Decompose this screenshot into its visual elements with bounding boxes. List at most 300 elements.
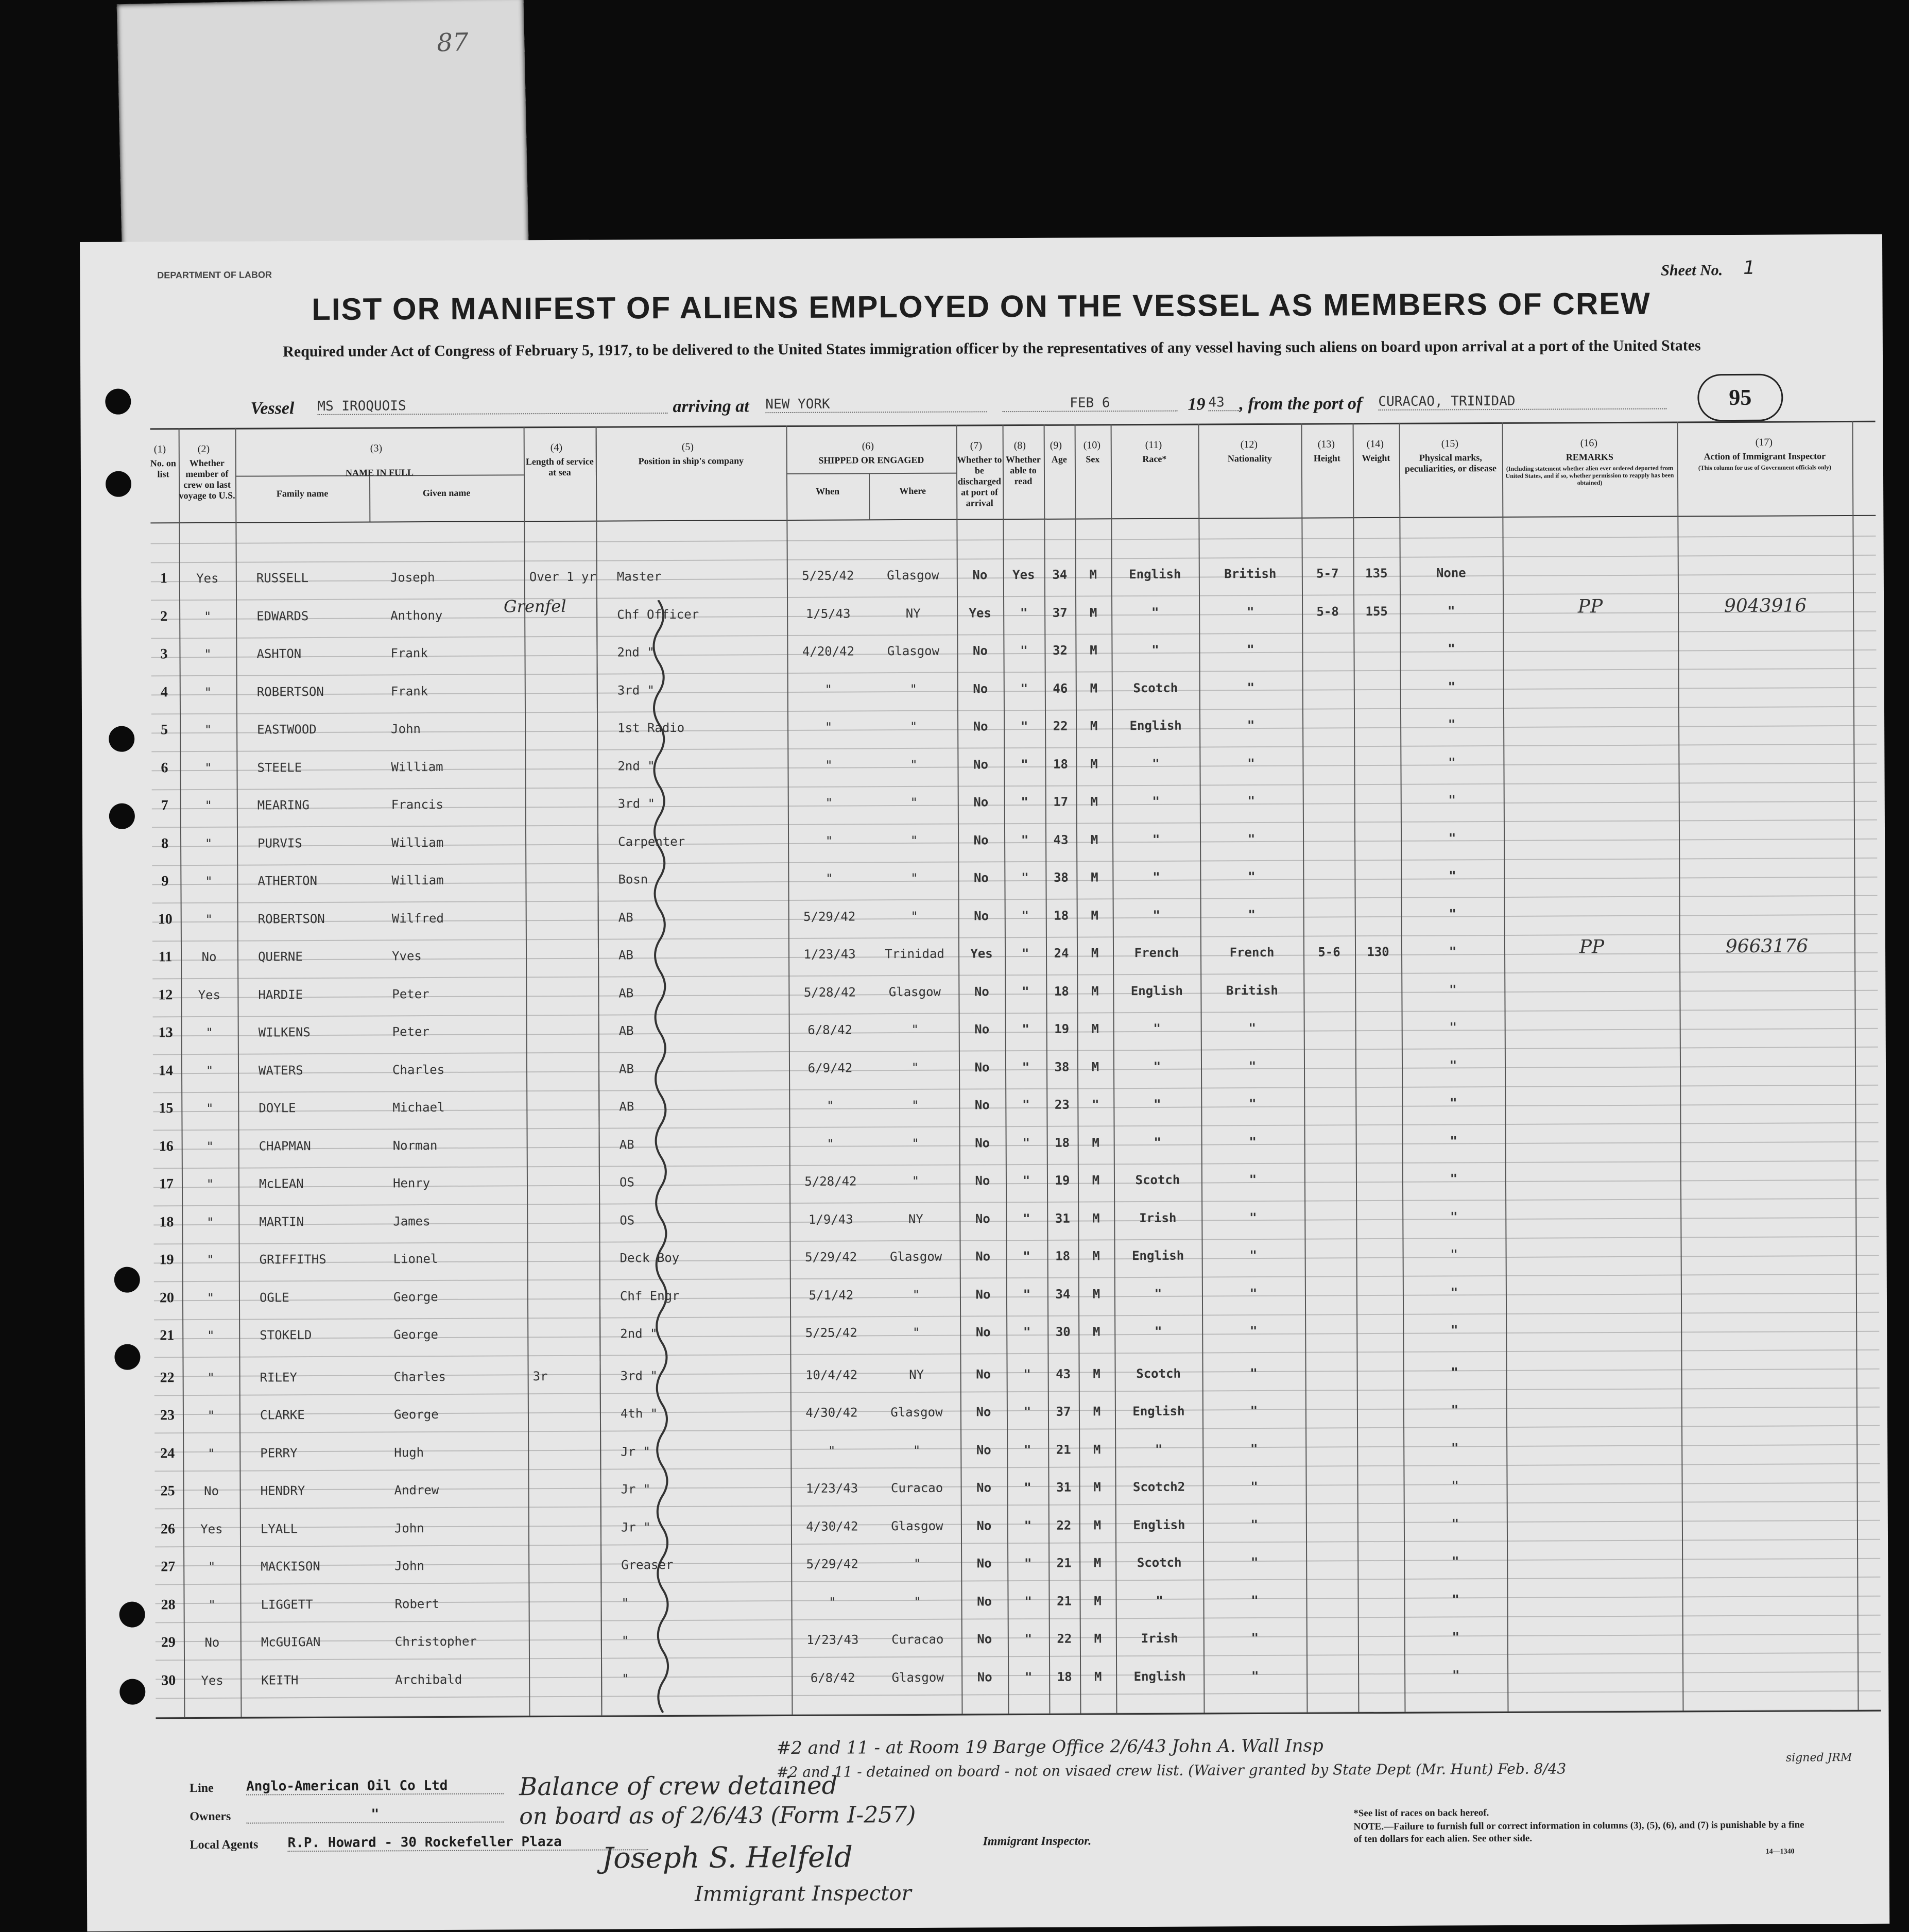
cell-where: " <box>910 757 918 772</box>
punch-hole <box>119 1601 145 1627</box>
cell-disch: No <box>977 1594 992 1609</box>
cell-nat: British <box>1226 983 1278 998</box>
cell-nat: " <box>1250 1365 1258 1380</box>
agents-value: R.P. Howard - 30 Rockefeller Plaza <box>288 1834 648 1852</box>
column-header-weight: Weight <box>1362 452 1390 464</box>
balance-note-1: Balance of crew detained <box>519 1771 838 1802</box>
cell-race: English <box>1132 1404 1185 1419</box>
row-number: 2 <box>160 608 168 624</box>
cell-given: Frank <box>390 683 428 698</box>
ruling-line <box>154 1425 1880 1434</box>
races-note: *See list of races on back hereof. <box>1353 1807 1489 1819</box>
column-header-height: Height <box>1313 453 1340 464</box>
cell-when: " <box>825 871 833 886</box>
row-number: 11 <box>158 949 173 965</box>
ruling-line <box>154 1349 1879 1358</box>
cell-nat: " <box>1251 1631 1259 1646</box>
cell-disch: No <box>973 832 989 847</box>
cell-race: " <box>1153 908 1160 922</box>
cell-family: McGUIGAN <box>261 1634 321 1650</box>
cell-age: 23 <box>1054 1097 1070 1112</box>
cell-marks: " <box>1448 679 1456 694</box>
cell-disch: No <box>975 1249 991 1264</box>
from-port-value: CURACAO, TRINIDAD <box>1378 393 1666 411</box>
manifest-title: LIST OR MANIFEST OF ALIENS EMPLOYED ON THE VESSEL AS MEMBERS OF CREW <box>312 286 1651 327</box>
cell-age: 37 <box>1056 1404 1071 1419</box>
punch-hole <box>119 1679 145 1704</box>
cell-family: DOYLE <box>259 1101 296 1116</box>
cell-prev: " <box>205 874 213 888</box>
cell-given: Hugh <box>394 1445 424 1460</box>
cell-prev: " <box>203 609 212 624</box>
cell-marks: " <box>1451 1554 1459 1569</box>
cell-disch: No <box>976 1405 991 1420</box>
cell-disch: No <box>974 1059 990 1074</box>
ruling-line <box>153 1122 1879 1131</box>
cell-family: STOKELD <box>260 1328 312 1343</box>
cell-read: " <box>1021 794 1029 810</box>
handwritten-note-1: #2 and 11 - at Room 19 Barge Office 2/6/43 John A. Wall Insp <box>776 1735 1323 1759</box>
cell-nat: " <box>1250 1517 1259 1532</box>
cell-when: 10/4/42 <box>805 1367 858 1382</box>
cell-where: " <box>911 1060 919 1075</box>
cell-when: 1/9/43 <box>808 1211 853 1227</box>
cell-prev: " <box>204 836 213 851</box>
cell-prev: " <box>204 685 212 699</box>
cell-read: " <box>1022 984 1029 999</box>
cell-family: HENDRY <box>260 1483 305 1498</box>
cell-where: " <box>910 795 918 810</box>
cell-given: George <box>393 1327 439 1342</box>
ruling-line <box>151 536 1876 544</box>
cell-sex: M <box>1092 1135 1099 1150</box>
cell-family: McLEAN <box>259 1176 304 1191</box>
cell-marks: " <box>1448 717 1456 732</box>
row-number: 10 <box>158 911 173 927</box>
cell-where: NY <box>905 606 921 621</box>
cell-nat: " <box>1250 1555 1259 1570</box>
column-header-disch: Whether to be discharged at port of arrival <box>957 454 1002 508</box>
cell-age: 18 <box>1055 1135 1070 1150</box>
cell-marks: " <box>1450 1285 1458 1300</box>
balance-note-2: on board as of 2/6/43 (Form I-257) <box>519 1801 916 1830</box>
cell-position: OS <box>619 1175 634 1190</box>
cell-family: ROBERTSON <box>256 684 324 699</box>
row-number: 29 <box>161 1634 176 1651</box>
row-number: 18 <box>159 1213 174 1230</box>
manifest-subtitle: Required under Act of Congress of February 5, 1917, to be delivered to the United States immigration officer by the representatives of any vessel having such aliens on board upon arrival at a port of the United States <box>283 337 1701 361</box>
cell-marks: " <box>1450 1209 1458 1224</box>
cell-disch: No <box>973 757 988 772</box>
cell-position: AB <box>618 948 634 963</box>
cell-given: Archibald <box>395 1672 462 1687</box>
cell-sex: M <box>1093 1480 1101 1495</box>
cell-where: " <box>911 1098 919 1113</box>
cell-family: MACKISON <box>261 1559 320 1574</box>
cell-family: QUERNE <box>257 949 303 964</box>
cell-family: CHAPMAN <box>259 1138 311 1153</box>
punch-hole <box>109 726 134 752</box>
cell-prev: " <box>204 760 212 775</box>
vessel-value: MS IROQUOIS <box>317 397 667 415</box>
cell-age: 22 <box>1056 1518 1072 1533</box>
cell-nat: " <box>1250 1404 1258 1418</box>
cell-sex: M <box>1092 1249 1100 1263</box>
cell-race: " <box>1152 832 1160 847</box>
cell-where: " <box>910 909 919 924</box>
column-header-read: Whether able to read <box>1005 454 1041 487</box>
cell-height: 5-7 <box>1316 566 1339 581</box>
cell-disch: No <box>974 1098 990 1113</box>
row-number: 30 <box>161 1672 176 1688</box>
page-number-circle: 95 <box>1697 374 1783 422</box>
cell-read: " <box>1021 908 1029 923</box>
cell-race: Scotch <box>1135 1172 1180 1188</box>
cell-where: Curacao <box>891 1632 944 1647</box>
cell-given: James <box>393 1213 431 1228</box>
cell-marks: " <box>1448 755 1456 770</box>
cell-when: 5/29/42 <box>803 909 856 924</box>
ruling-line <box>155 1539 1880 1548</box>
column-number: (9) <box>1050 439 1062 451</box>
header-bottom-rule <box>150 515 1876 524</box>
cell-when: 1/23/43 <box>806 1632 859 1647</box>
ruling-line <box>151 555 1876 563</box>
cell-prev: No <box>201 949 217 964</box>
cell-position: " <box>621 1595 629 1610</box>
cell-when: 5/25/42 <box>805 1325 857 1340</box>
cell-disch: No <box>976 1518 992 1533</box>
row-number: 25 <box>160 1483 175 1499</box>
cell-race: " <box>1152 794 1160 809</box>
column-header-no: No. on list <box>150 458 176 480</box>
cell-sex: M <box>1092 1324 1100 1339</box>
cell-position: 2nd " <box>617 645 655 660</box>
cell-marks: None <box>1436 566 1466 580</box>
cell-marks: " <box>1449 906 1456 921</box>
from-port-label: , from the port of <box>1239 394 1363 414</box>
cell-race: " <box>1153 1021 1161 1036</box>
cell-sex: M <box>1091 870 1098 885</box>
ruling-line <box>155 1577 1880 1585</box>
cell-when: 6/8/42 <box>810 1670 855 1685</box>
cell-age: 17 <box>1053 794 1069 809</box>
row-number: 12 <box>158 986 173 1003</box>
ruling-line <box>152 858 1877 866</box>
cell-sex: M <box>1090 832 1098 847</box>
cell-position: 3rd " <box>617 796 656 811</box>
cell-read: " <box>1022 1173 1030 1188</box>
column-header-race: Race* <box>1142 453 1167 465</box>
cell-race: Irish <box>1139 1210 1177 1225</box>
cell-disch: No <box>976 1366 991 1381</box>
punch-hole <box>114 1267 140 1293</box>
cell-marks: " <box>1448 830 1456 845</box>
column-number: (15) <box>1441 438 1459 450</box>
cell-position: Jr " <box>621 1519 651 1534</box>
row-number: 3 <box>160 646 168 662</box>
cell-prev: " <box>207 1446 215 1461</box>
cell-race: " <box>1151 605 1159 620</box>
cell-prev: " <box>205 1025 213 1040</box>
cell-nat: " <box>1248 1021 1256 1036</box>
owners-value: " <box>246 1806 504 1823</box>
ruling-line <box>155 1501 1880 1510</box>
cell-age: 37 <box>1052 605 1068 620</box>
cell-read: Yes <box>1012 567 1035 583</box>
cell-read: " <box>1022 1211 1030 1226</box>
ruling-line <box>151 744 1877 753</box>
cell-given: Andrew <box>394 1482 439 1498</box>
cell-where: Glasgow <box>889 1249 942 1264</box>
row-number: 17 <box>159 1176 174 1192</box>
line-value: Anglo-American Oil Co Ltd <box>246 1777 504 1795</box>
cell-marks: " <box>1451 1478 1459 1493</box>
cell-given: Michael <box>392 1100 445 1115</box>
cell-read: " <box>1023 1404 1031 1420</box>
cell-service: 3r <box>532 1369 548 1383</box>
cell-position: Bosn <box>618 872 648 887</box>
column-number: (14) <box>1366 438 1384 450</box>
column-subheader: Family name <box>276 488 329 499</box>
cell-disch: No <box>975 1135 990 1150</box>
cell-when: 4/20/42 <box>802 644 855 659</box>
cell-marks: " <box>1448 641 1455 656</box>
cell-marks: " <box>1451 1364 1458 1379</box>
cell-disch: No <box>975 1287 991 1302</box>
cell-given: Henry <box>392 1176 431 1191</box>
cell-race: " <box>1151 642 1159 657</box>
cell-race: Scotch <box>1133 680 1178 695</box>
cell-family: OGLE <box>259 1290 289 1305</box>
cell-disch: No <box>973 795 989 810</box>
cell-where: " <box>911 1136 919 1151</box>
cell-prev: Yes <box>198 987 221 1002</box>
cell-nat: " <box>1249 1248 1257 1263</box>
cell-age: 34 <box>1055 1287 1071 1302</box>
cell-race: English <box>1129 567 1181 582</box>
column-number: (17) <box>1755 436 1773 448</box>
cell-where: Glasgow <box>891 1670 944 1685</box>
cell-prev: Yes <box>201 1673 223 1688</box>
cell-sex: M <box>1093 1366 1100 1381</box>
punch-hole <box>109 803 135 829</box>
inspector-signature: Joseph S. Helfeld <box>601 1840 853 1875</box>
cell-position: AB <box>618 985 634 1000</box>
cell-read: " <box>1023 1249 1030 1264</box>
ruling-line <box>151 706 1877 715</box>
cell-prev: " <box>205 912 213 927</box>
cell-position: AB <box>618 1023 634 1038</box>
ruling-line <box>153 1009 1878 1018</box>
cell-given: Wilfred <box>391 911 444 926</box>
cell-given: John <box>391 722 421 737</box>
cell-nat: British <box>1224 566 1277 582</box>
row-number: 4 <box>160 683 168 700</box>
row-number: 22 <box>160 1369 175 1386</box>
punch-hole <box>114 1344 140 1370</box>
cell-remarks: PP <box>1577 595 1603 617</box>
cell-given: William <box>391 759 443 774</box>
cell-position: AB <box>619 1099 634 1114</box>
cell-race: " <box>1154 1324 1162 1339</box>
cell-when: " <box>828 1443 836 1458</box>
cell-disch: No <box>973 870 989 885</box>
cell-read: " <box>1024 1669 1033 1684</box>
ruling-line <box>153 1085 1878 1093</box>
cell-family: STEELE <box>257 760 302 775</box>
column-number: (5) <box>681 441 694 453</box>
cell-where: " <box>911 1022 919 1037</box>
cell-disch: No <box>972 643 988 658</box>
ruling-line <box>152 895 1878 904</box>
cell-weight: 130 <box>1367 944 1389 960</box>
cell-given: Charles <box>393 1369 446 1384</box>
cell-disch: No <box>974 908 989 923</box>
owners-label: Owners <box>190 1809 231 1824</box>
cell-sex: M <box>1090 794 1098 809</box>
cell-race: English <box>1130 983 1183 998</box>
cell-disch: No <box>974 1022 990 1037</box>
cell-read: " <box>1023 1366 1031 1381</box>
cell-when: " <box>825 833 833 848</box>
cell-sex: M <box>1094 1631 1102 1646</box>
cell-race: " <box>1153 1059 1161 1074</box>
cell-sex: " <box>1092 1097 1099 1112</box>
cell-sex: M <box>1089 567 1097 582</box>
column-number: (7) <box>970 440 983 452</box>
cell-where: Glasgow <box>887 643 940 659</box>
cell-when: 1/23/43 <box>805 1481 858 1496</box>
form-number: 14—1340 <box>1765 1848 1795 1856</box>
cell-when: 5/28/42 <box>803 984 856 1000</box>
row-number: 13 <box>158 1024 173 1041</box>
cell-disch: No <box>975 1211 990 1226</box>
row-number: 15 <box>159 1100 174 1117</box>
cell-marks: " <box>1450 1247 1458 1262</box>
cell-prev: Yes <box>200 1521 223 1536</box>
ruling-line <box>152 782 1877 791</box>
cell-position: AB <box>618 1061 634 1076</box>
cell-given: Peter <box>392 986 429 1001</box>
cell-given: Lionel <box>393 1251 438 1267</box>
cell-age: 18 <box>1054 908 1069 923</box>
cell-age: 38 <box>1053 870 1069 885</box>
ruling-line <box>156 1690 1881 1699</box>
ruling-line <box>152 971 1878 980</box>
cell-when: 5/28/42 <box>804 1174 857 1189</box>
cell-family: CLARKE <box>260 1408 305 1423</box>
cell-sex: M <box>1091 908 1099 922</box>
cell-age: 34 <box>1052 567 1068 582</box>
cell-prev: " <box>207 1408 215 1423</box>
cell-when: 4/30/42 <box>806 1518 858 1534</box>
ruling-line <box>156 1652 1881 1661</box>
cell-sex: M <box>1090 719 1098 733</box>
column-number: (8) <box>1013 439 1026 452</box>
cell-where: " <box>912 1325 920 1340</box>
column-number: (6) <box>862 440 874 452</box>
cell-age: 31 <box>1055 1211 1070 1226</box>
cell-race: " <box>1154 1286 1162 1301</box>
cell-disch: Yes <box>970 946 993 961</box>
handwritten-given-name: Grenfel <box>504 596 566 616</box>
cell-sex: M <box>1091 1059 1099 1074</box>
cell-race: English <box>1129 718 1182 733</box>
cell-age: 43 <box>1056 1366 1071 1381</box>
ruling-line <box>153 1047 1878 1055</box>
cell-race: Irish <box>1141 1631 1179 1646</box>
column-number: (1) <box>153 443 166 455</box>
cell-where: " <box>910 870 918 885</box>
cell-position: 3rd " <box>620 1368 658 1383</box>
cell-given: Yves <box>391 949 422 964</box>
cell-race: " <box>1153 869 1160 884</box>
cell-nat: " <box>1249 1210 1257 1225</box>
cell-family: PURVIS <box>257 835 302 851</box>
cell-family: WILKENS <box>258 1025 311 1040</box>
cell-prev: " <box>205 1063 214 1078</box>
cell-weight: 135 <box>1365 566 1388 581</box>
cell-sex: M <box>1093 1555 1102 1570</box>
column-subheader: (This column for use of Government officials only) <box>1698 464 1832 472</box>
cell-prev: " <box>204 798 213 813</box>
row-number: 19 <box>159 1252 174 1268</box>
ruling-line <box>154 1463 1880 1472</box>
cell-nat: " <box>1248 907 1256 922</box>
ruling-line <box>151 668 1877 677</box>
cell-marks: " <box>1449 944 1457 959</box>
cell-prev: " <box>207 1290 215 1305</box>
cell-sex: M <box>1089 605 1097 620</box>
cell-age: 38 <box>1054 1059 1070 1074</box>
cell-given: Joseph <box>390 570 435 585</box>
column-number: (10) <box>1083 439 1101 451</box>
column-number: (3) <box>370 442 383 454</box>
cell-race: " <box>1154 1097 1161 1112</box>
cell-nat: " <box>1247 718 1255 733</box>
cell-read: " <box>1020 605 1028 620</box>
cell-remarks: PP <box>1579 936 1605 958</box>
cell-marks: " <box>1452 1667 1460 1682</box>
cell-disch: No <box>972 568 988 583</box>
row-number: 20 <box>159 1289 175 1306</box>
cell-age: 30 <box>1055 1324 1071 1339</box>
ditto-line <box>648 600 684 1736</box>
cell-marks: " <box>1452 1630 1460 1645</box>
cell-where: Glasgow <box>890 1405 943 1420</box>
cell-read: " <box>1024 1555 1032 1571</box>
cell-marks: " <box>1452 1592 1459 1606</box>
cell-family: ATHERTON <box>257 874 318 888</box>
cell-nat: " <box>1247 680 1255 695</box>
cell-race: English <box>1133 1517 1185 1532</box>
cell-given: John <box>394 1520 424 1535</box>
dept-label: DEPARTMENT OF LABOR <box>157 269 272 281</box>
ruling-line <box>153 1236 1879 1245</box>
stub-mark: 87 <box>436 28 469 58</box>
cell-where: Trinidad <box>885 946 944 962</box>
cell-disch: No <box>973 681 988 696</box>
cell-marks: " <box>1449 868 1456 883</box>
cell-sex: M <box>1093 1442 1101 1457</box>
cell-action: 9043916 <box>1724 594 1807 617</box>
cell-disch: No <box>974 984 989 999</box>
arriving-value: NEW YORK <box>765 396 987 413</box>
column-subheader: When <box>816 486 840 497</box>
cell-prev: Yes <box>196 571 219 586</box>
cell-where: " <box>913 1443 921 1458</box>
